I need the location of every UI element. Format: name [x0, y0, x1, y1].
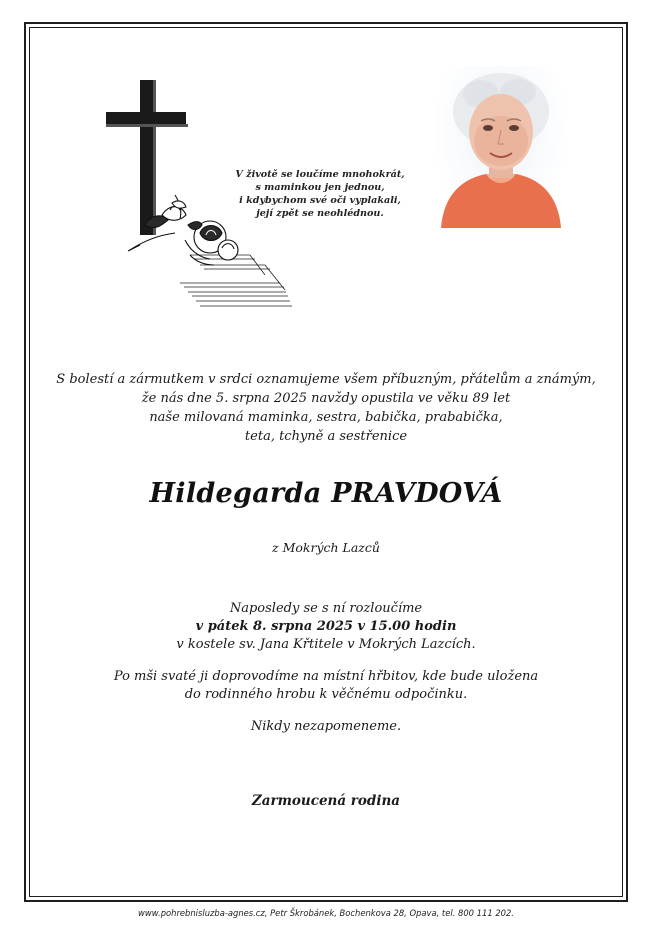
announcement-line: S bolestí a zármutkem v srdci oznamujeme všem příbuzným, přátelům a známým, [56, 372, 596, 387]
footer-contact: www.pohrebnisluzba-agnes.cz, Petr Škrobánek, Bochenkova 28, Opava, tel. 800 111 202. [138, 908, 514, 918]
poem-line: její zpět se neohlédnou. [256, 208, 384, 219]
poem-line: V životě se loučíme mnohokrát, [235, 169, 405, 180]
announcement-text [40, 370, 612, 446]
funeral-details [40, 600, 612, 654]
burial-line: Po mši svaté ji doprovodíme na místní hřbitov, kde bude uložena [113, 669, 539, 684]
deceased-name: Hildegarda PRAVDOVÁ [149, 478, 503, 509]
burial-text [40, 668, 612, 704]
announcement-line: naše milovaná maminka, sestra, babička, prababička, [149, 410, 503, 425]
funeral-date: v pátek 8. srpna 2025 v 15.00 hodin [195, 619, 457, 634]
signature: Zarmoucená rodina [251, 793, 401, 809]
portrait-icon [436, 66, 566, 228]
steps-icon [180, 255, 292, 306]
deceased-origin: z Mokrých Lazců [272, 540, 380, 555]
poem-line: s maminkou jen jednou, [255, 182, 385, 193]
poem [225, 168, 415, 220]
funeral-place: v kostele sv. Jana Křtitele v Mokrých Lazcích. [176, 637, 476, 652]
poem-line: i kdybychom své oči vyplakali, [239, 195, 401, 206]
portrait-photo [436, 66, 566, 228]
burial-line: do rodinného hrobu k věčnému odpočinku. [184, 687, 468, 702]
announcement-line: teta, tchyně a sestřenice [244, 429, 408, 444]
funeral-intro: Naposledy se s ní rozloučíme [229, 601, 423, 616]
closing-phrase: Nikdy nezapomeneme. [250, 719, 402, 734]
announcement-line: že nás dne 5. srpna 2025 navždy opustila ve věku 89 let [141, 391, 511, 406]
